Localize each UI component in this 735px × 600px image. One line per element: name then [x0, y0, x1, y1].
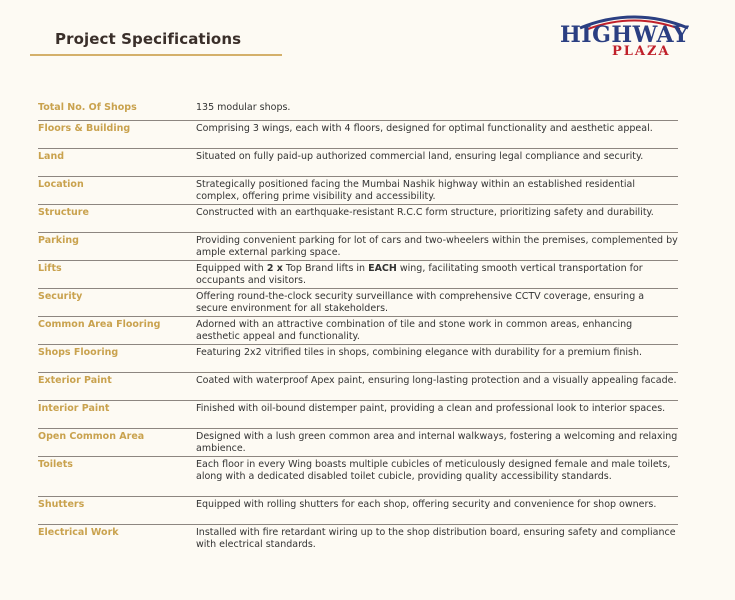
spec-value: Each floor in every Wing boasts multiple cubicles of meticulously designed female and male toilets, along with a dedicated disabled toilet cubicle, providing quality accessibility standards.	[196, 459, 671, 482]
spec-row	[38, 233, 678, 261]
spec-value: Coated with waterproof Apex paint, ensuring long-lasting protection and a visually appealing facade.	[196, 375, 677, 386]
spec-row	[38, 429, 678, 457]
spec-row	[38, 205, 678, 233]
specifications-table	[38, 100, 678, 553]
spec-row	[38, 401, 678, 429]
lifts-text-3: wing, facilitating smooth vertical transportation for occupants and visitors.	[196, 263, 643, 286]
lifts-text-2: Top Brand lifts in	[282, 263, 369, 274]
spec-label: Parking	[38, 235, 79, 246]
spec-row	[38, 317, 678, 345]
spec-row	[38, 497, 678, 525]
spec-row	[38, 149, 678, 177]
highway-plaza-logo	[556, 12, 718, 60]
spec-label: Land	[38, 151, 65, 162]
spec-row	[38, 525, 678, 553]
spec-label: Shops Flooring	[38, 347, 119, 358]
spec-label: Exterior Paint	[38, 375, 112, 386]
spec-row	[38, 121, 678, 149]
spec-value: Providing convenient parking for lot of cars and two-wheelers within the premises, complemented by ample external parking space.	[196, 235, 678, 258]
spec-label: Lifts	[38, 263, 62, 274]
lifts-count: 2 x	[266, 263, 283, 274]
spec-value: Constructed with an earthquake-resistant R.C.C form structure, prioritizing safety and durability.	[196, 207, 654, 218]
spec-value	[196, 261, 678, 288]
spec-label: Open Common Area	[38, 431, 145, 442]
logo-sub-text: PLAZA	[612, 44, 671, 59]
spec-row	[38, 373, 678, 401]
spec-row	[38, 345, 678, 373]
lifts-text-1: Equipped with	[196, 263, 267, 274]
spec-value: 135 modular shops.	[196, 102, 291, 113]
spec-value: Installed with fire retardant wiring up to the shop distribution board, ensuring safety and compliance with electrical standards.	[196, 527, 676, 550]
logo-main-text: HIGHWAY	[560, 22, 690, 48]
title-underline	[30, 54, 282, 56]
spec-row	[38, 100, 678, 121]
spec-label: Security	[38, 291, 83, 302]
spec-row	[38, 261, 678, 289]
spec-value: Featuring 2x2 vitrified tiles in shops, combining elegance with durability for a premium finish.	[196, 347, 642, 358]
spec-label: Interior Paint	[38, 403, 110, 414]
lifts-each: EACH	[368, 263, 397, 274]
spec-row	[38, 457, 678, 497]
spec-label: Total No. Of Shops	[38, 102, 137, 113]
spec-value: Equipped with rolling shutters for each shop, offering security and convenience for shop owners.	[196, 499, 657, 510]
spec-label: Structure	[38, 207, 89, 218]
spec-value: Comprising 3 wings, each with 4 floors, designed for optimal functionality and aesthetic appeal.	[196, 123, 653, 134]
spec-label: Shutters	[38, 499, 85, 510]
spec-label: Floors & Building	[38, 123, 131, 134]
spec-row	[38, 289, 678, 317]
spec-label: Electrical Work	[38, 527, 119, 538]
spec-value: Finished with oil-bound distemper paint, providing a clean and professional look to interior spaces.	[196, 403, 666, 414]
spec-value: Adorned with an attractive combination of tile and stone work in common areas, enhancing aesthetic appeal and functionality.	[196, 319, 633, 342]
spec-value: Offering round-the-clock security surveillance with comprehensive CCTV coverage, ensuring a secure environment for all stakeholders.	[196, 291, 645, 314]
spec-label: Location	[38, 179, 84, 190]
spec-value: Designed with a lush green common area and internal walkways, fostering a welcoming and relaxing ambience.	[196, 431, 678, 454]
spec-label: Toilets	[38, 459, 73, 470]
spec-row	[38, 177, 678, 205]
page-title: Project Specifications	[55, 30, 242, 48]
spec-value: Situated on fully paid-up authorized commercial land, ensuring legal compliance and security.	[196, 151, 644, 162]
spec-label: Common Area Flooring	[38, 319, 161, 330]
spec-value: Strategically positioned facing the Mumbai Nashik highway within an established residential complex, offering prime visibility and accessibility.	[196, 179, 635, 202]
